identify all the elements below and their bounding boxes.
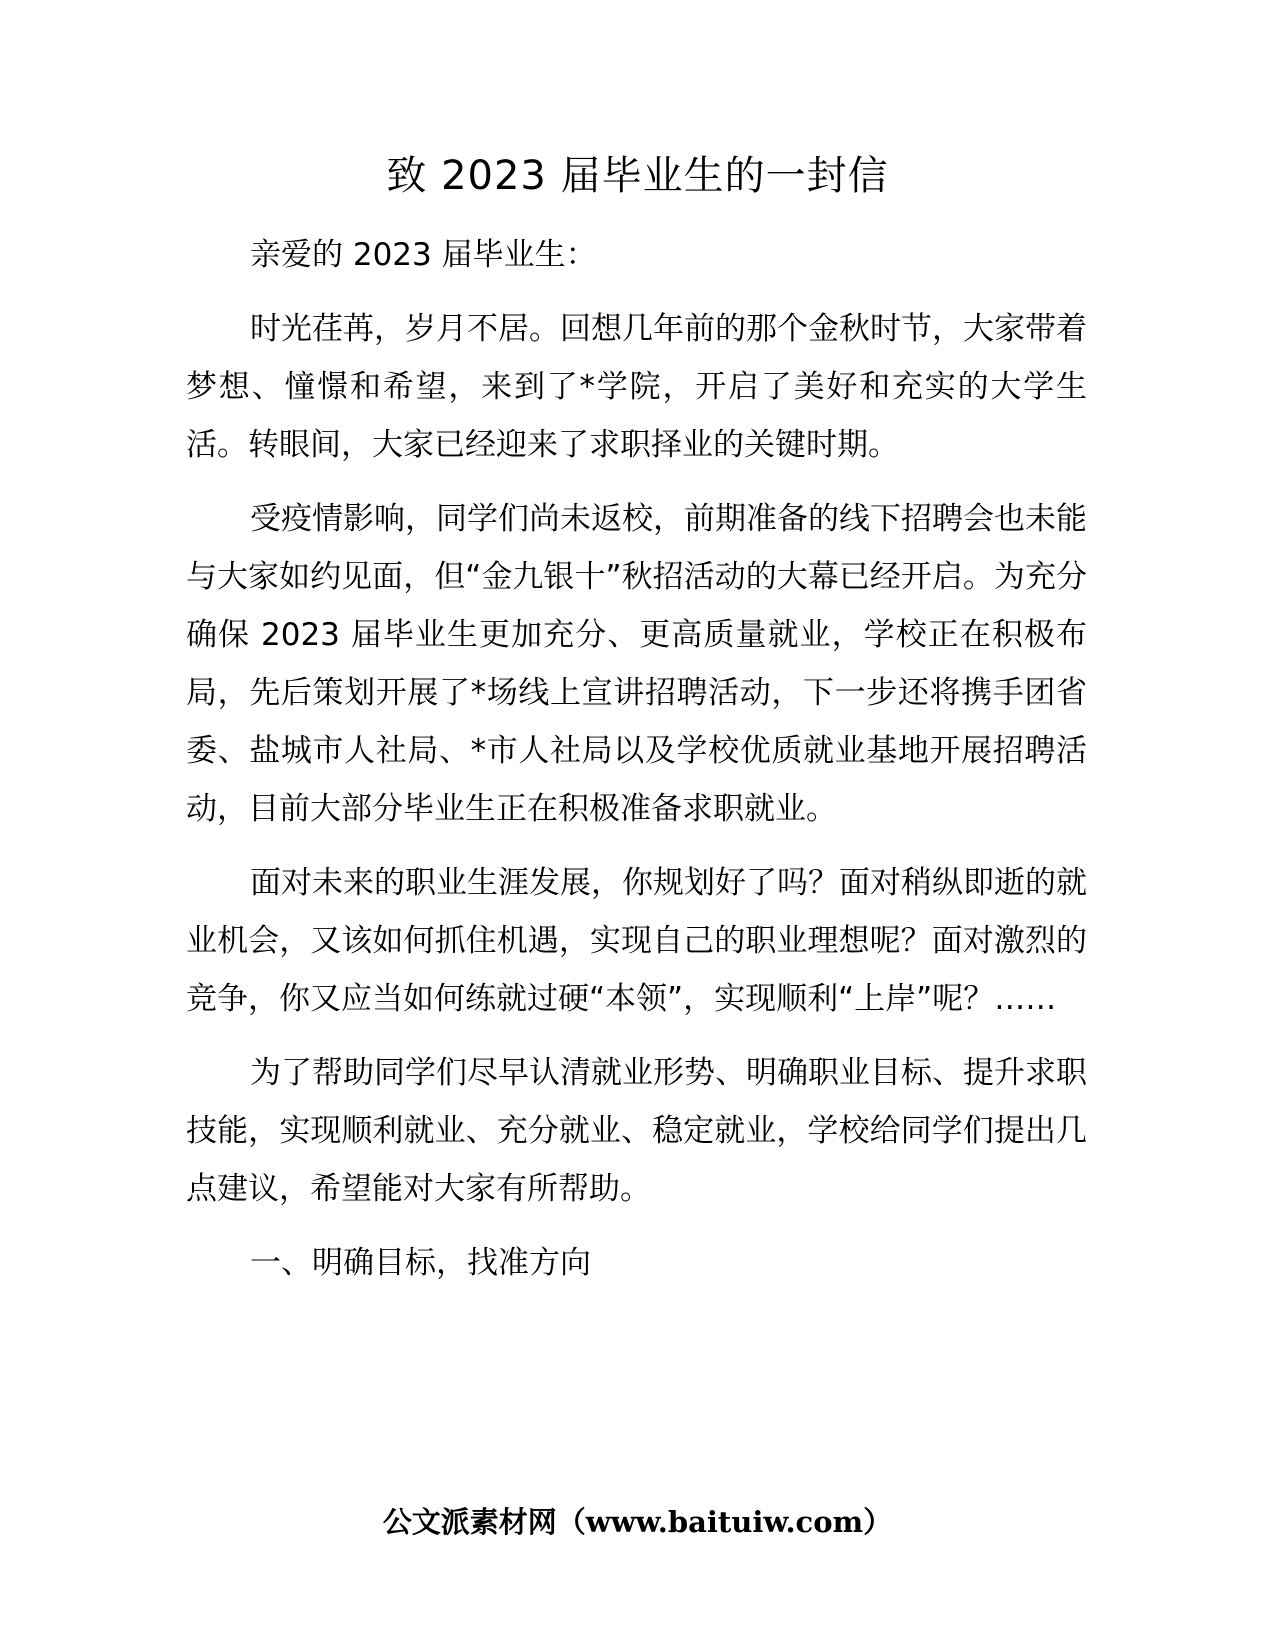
section-heading: 一、明确目标，找准方向 (250, 1245, 591, 1281)
footer-watermark: 公文派素材网（www.baituiw.com） (382, 1505, 893, 1539)
paragraph-1: 时光荏苒，岁月不居。回想几年前的那个金秋时节，大家带着梦想、憧憬和希望，来到了*学院，开启了美好和充实的大学生活。转眼间，大家已经迎来了求职择业的关键时期。 (186, 311, 1087, 463)
letter-body (186, 226, 1087, 1292)
paragraph-2: 受疫情影响，同学们尚未返校，前期准备的线下招聘会也未能与大家如约见面，但“金九银十”秋招活动的大幕已经开启。为充分确保 2023 届毕业生更加充分、更高质量就业，学校正在积极布局，先后策划开展了*场线上宣讲招聘活动，下一步还将携手团省委、盐城市人社局、*市人社局以及学校优质就业基地开展招聘活动，目前大部分毕业生正在积极准备求职就业。 (186, 501, 1087, 827)
salutation: 亲爱的 2023 届毕业生： (250, 237, 597, 273)
page-title: 致 2023 届毕业生的一封信 (386, 153, 889, 199)
paragraph-3: 面对未来的职业生涯发展，你规划好了吗？面对稍纵即逝的就业机会，又该如何抓住机遇，实现自己的职业理想呢？面对激烈的竞争，你又应当如何练就过硬“本领”，实现顺利“上岸”呢？…… (186, 865, 1087, 1017)
paragraph-4: 为了帮助同学们尽早认清就业形势、明确职业目标、提升求职技能，实现顺利就业、充分就业、稳定就业，学校给同学们提出几点建议，希望能对大家有所帮助。 (186, 1055, 1087, 1207)
